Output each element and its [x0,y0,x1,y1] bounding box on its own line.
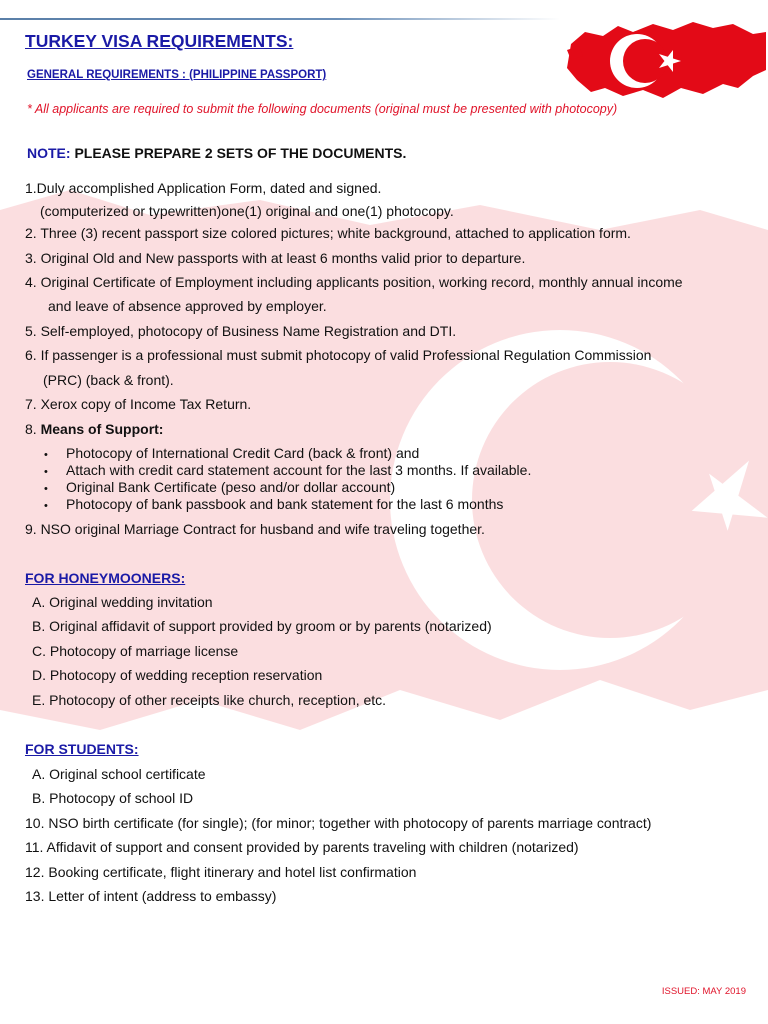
list-item: and leave of absence approved by employer. [48,298,327,314]
instruction-text: * All applicants are required to submit the following documents (original must be presented with photocopy) [27,102,618,116]
note-label: NOTE: [27,145,71,161]
list-item: 4. Original Certificate of Employment including applicants position, working record, monthly annual income [25,274,683,290]
list-item: E. Photocopy of other receipts like church, reception, etc. [32,692,387,708]
bullet-text: Original Bank Certificate (peso and/or dollar account) [66,479,396,495]
bullet-icon: • [44,483,48,495]
bullet-text: Photocopy of bank passbook and bank statement for the last 6 months [66,496,504,512]
list-item: 6. If passenger is a professional must submit photocopy of valid Professional Regulation Commission [25,347,652,363]
list-item: 1.Duly accomplished Application Form, dated and signed. [25,180,382,196]
page-title: TURKEY VISA REQUIREMENTS: [25,31,294,51]
honeymooners-heading: FOR HONEYMOONERS: [25,570,186,586]
list-item: D. Photocopy of wedding reception reservation [32,667,323,683]
list-item: 5. Self-employed, photocopy of Business Name Registration and DTI. [25,323,457,339]
general-requirements-subtitle: GENERAL REQUIREMENTS : (PHILIPPINE PASSPORT) [27,69,327,81]
list-item: 9. NSO original Marriage Contract for husband and wife traveling together. [25,521,485,537]
list-item: B. Photocopy of school ID [32,790,194,806]
bullet-text: Photocopy of International Credit Card (back & front) and [66,445,420,461]
bullet-icon: • [44,466,48,478]
issued-date: ISSUED: MAY 2019 [661,986,746,997]
bullet-icon: • [44,449,48,461]
students-heading: FOR STUDENTS: [25,741,139,757]
list-item: A. Original wedding invitation [32,594,213,610]
bullet-icon: • [44,500,48,512]
list-item: (PRC) (back & front). [43,372,174,388]
means-of-support-label: Means of Support: [40,421,164,437]
note-text: PLEASE PREPARE 2 SETS OF THE DOCUMENTS. [74,145,407,161]
item-number: 8. [25,421,37,437]
means-of-support [25,421,163,438]
note [27,145,406,161]
list-item: 2. Three (3) recent passport size colored pictures; white background, attached to application form. [25,225,631,241]
list-item: C. Photocopy of marriage license [32,643,239,659]
list-item: 7. Xerox copy of Income Tax Return. [25,396,252,412]
list-item: 3. Original Old and New passports with at least 6 months valid prior to departure. [25,250,526,266]
list-item: B. Original affidavit of support provided by groom or by parents (notarized) [32,618,492,634]
list-item: 12. Booking certificate, flight itinerary and hotel list confirmation [25,864,417,880]
list-item: 11. Affidavit of support and consent provided by parents traveling with children (notarized) [25,839,579,855]
list-item: (computerized or typewritten)one(1) original and one(1) photocopy. [40,203,454,219]
support-bullet [44,496,503,515]
list-item: A. Original school certificate [32,766,206,782]
list-item: 10. NSO birth certificate (for single); (for minor; together with photocopy of parents marriage contract) [25,815,652,831]
list-item: 13. Letter of intent (address to embassy) [25,888,277,904]
bullet-text: Attach with credit card statement account for the last 3 months. If available. [66,462,532,478]
